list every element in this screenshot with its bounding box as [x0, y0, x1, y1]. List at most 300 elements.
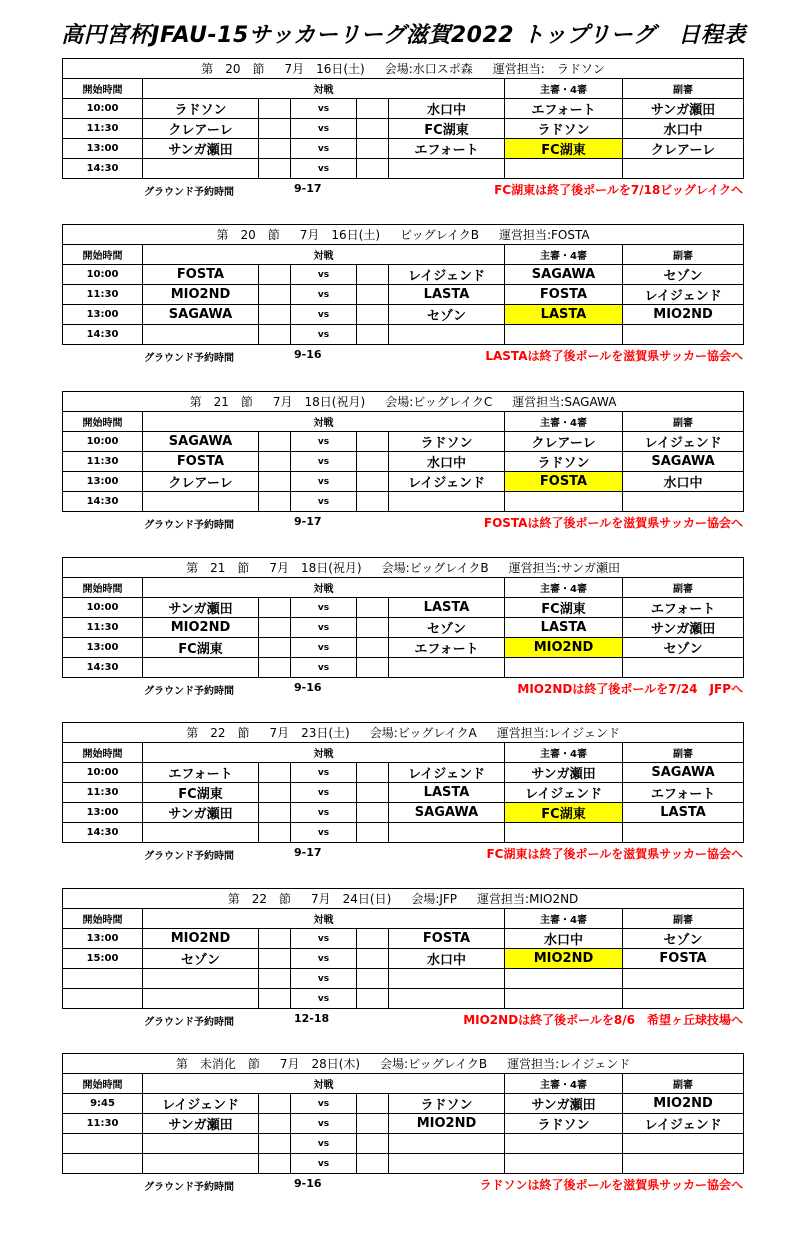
match-row — [63, 1134, 744, 1154]
main-referee: レイジェンド — [505, 783, 623, 803]
match-row — [63, 99, 744, 119]
vs-label: vs — [291, 472, 357, 492]
match-row — [63, 1154, 744, 1174]
kickoff-time: 10:00 — [63, 265, 143, 285]
sub-referee: SAGAWA — [623, 452, 744, 472]
vs-label: vs — [291, 929, 357, 949]
sub-referee: SAGAWA — [623, 763, 744, 783]
matchday-block — [62, 1053, 743, 1194]
match-row — [63, 139, 744, 159]
sub-referee: 水口中 — [623, 119, 744, 139]
home-score — [259, 763, 291, 783]
ground-label: グラウンド予約時間 — [144, 353, 234, 364]
home-team: サンガ瀬田 — [143, 598, 259, 618]
home-team — [143, 325, 259, 345]
kickoff-time: 11:30 — [63, 1114, 143, 1134]
away-score — [357, 989, 389, 1009]
home-team — [143, 989, 259, 1009]
away-team — [389, 969, 505, 989]
sub-referee: レイジェンド — [623, 1114, 744, 1134]
main-referee: ラドソン — [505, 1114, 623, 1134]
match-row — [63, 638, 744, 658]
home-score — [259, 492, 291, 512]
vs-label: vs — [291, 119, 357, 139]
vs-label: vs — [291, 598, 357, 618]
match-row — [63, 823, 744, 843]
header-field: 7月 18日(祝月) — [272, 395, 366, 409]
match-row — [63, 658, 744, 678]
away-score — [357, 823, 389, 843]
kickoff-time: 14:30 — [63, 823, 143, 843]
vs-label: vs — [291, 1114, 357, 1134]
start-time-header: 開始時間 — [63, 245, 143, 265]
away-score — [357, 492, 389, 512]
kickoff-time: 10:00 — [63, 763, 143, 783]
away-team: 水口中 — [389, 99, 505, 119]
home-team: FOSTA — [143, 452, 259, 472]
away-score — [357, 472, 389, 492]
vs-label: vs — [291, 823, 357, 843]
vs-label: vs — [291, 305, 357, 325]
page-title: 高円宮杯JFAU-15サッカーリーグ滋賀2022 トップリーグ 日程表 — [61, 23, 746, 48]
match-header: 対戦 — [143, 79, 505, 99]
home-score — [259, 472, 291, 492]
away-team: ラドソン — [389, 1094, 505, 1114]
matchday-header — [63, 392, 744, 412]
away-team: セゾン — [389, 305, 505, 325]
kickoff-time: 11:30 — [63, 618, 143, 638]
sub-referee — [623, 989, 744, 1009]
match-row — [63, 159, 744, 179]
away-team: SAGAWA — [389, 803, 505, 823]
ground-time: 9-16 — [294, 348, 322, 361]
ground-footer — [62, 1174, 743, 1194]
home-team — [143, 969, 259, 989]
home-team — [143, 658, 259, 678]
header-field: 運営担当:MIO2ND — [477, 892, 579, 906]
home-team: FOSTA — [143, 265, 259, 285]
home-team: サンガ瀬田 — [143, 1114, 259, 1134]
away-team — [389, 823, 505, 843]
away-team — [389, 1134, 505, 1154]
away-team: LASTA — [389, 598, 505, 618]
matchday-block — [62, 58, 743, 199]
kickoff-time: 11:30 — [63, 783, 143, 803]
sub-referee: レイジェンド — [623, 432, 744, 452]
main-referee: エフォート — [505, 99, 623, 119]
sub-referee-header: 副審 — [623, 578, 744, 598]
ground-footer — [62, 1009, 743, 1029]
main-referee-header: 主審・4審 — [505, 245, 623, 265]
sub-referee: セゾン — [623, 929, 744, 949]
column-header-row — [63, 245, 744, 265]
ground-footer — [62, 179, 743, 199]
main-referee: MIO2ND — [505, 638, 623, 658]
pole-note: FC湖東は終了後ポールを滋賀県サッカー協会へ — [486, 847, 743, 861]
main-referee: MIO2ND — [505, 949, 623, 969]
match-row — [63, 432, 744, 452]
home-score — [259, 949, 291, 969]
home-score — [259, 305, 291, 325]
home-team — [143, 1134, 259, 1154]
schedule-table — [62, 58, 744, 179]
sub-referee-header: 副審 — [623, 412, 744, 432]
kickoff-time: 13:00 — [63, 305, 143, 325]
main-referee: FC湖東 — [505, 598, 623, 618]
away-score — [357, 803, 389, 823]
home-team: クレアーレ — [143, 472, 259, 492]
away-team: レイジェンド — [389, 265, 505, 285]
schedule-table — [62, 722, 744, 843]
pole-note: FOSTAは終了後ポールを滋賀県サッカー協会へ — [483, 516, 743, 530]
away-team: レイジェンド — [389, 472, 505, 492]
matchday-block — [62, 391, 743, 532]
kickoff-time: 15:00 — [63, 949, 143, 969]
matchday-header-row — [63, 392, 744, 412]
main-referee — [505, 658, 623, 678]
ground-time: 9-17 — [294, 182, 322, 195]
header-field: 運営担当:SAGAWA — [512, 395, 617, 409]
match-header: 対戦 — [143, 412, 505, 432]
header-field: 第 20 節 — [216, 228, 280, 242]
away-team — [389, 159, 505, 179]
away-team: 水口中 — [389, 949, 505, 969]
away-team — [389, 492, 505, 512]
ground-footer — [62, 843, 743, 863]
header-field: 7月 28日(木) — [279, 1057, 361, 1071]
home-team: SAGAWA — [143, 305, 259, 325]
kickoff-time: 13:00 — [63, 472, 143, 492]
sub-referee: MIO2ND — [623, 305, 744, 325]
matchday-block — [62, 722, 743, 863]
sub-referee-header: 副審 — [623, 245, 744, 265]
home-score — [259, 1094, 291, 1114]
home-score — [259, 618, 291, 638]
away-score — [357, 119, 389, 139]
home-score — [259, 285, 291, 305]
sub-referee: セゾン — [623, 265, 744, 285]
match-row — [63, 472, 744, 492]
away-score — [357, 969, 389, 989]
away-score — [357, 1134, 389, 1154]
header-field: 運営担当:レイジェンド — [496, 726, 620, 740]
away-score — [357, 658, 389, 678]
away-score — [357, 452, 389, 472]
main-referee — [505, 1154, 623, 1174]
column-header-row — [63, 1074, 744, 1094]
home-score — [259, 803, 291, 823]
matchday-block — [62, 557, 743, 698]
home-score — [259, 638, 291, 658]
match-row — [63, 325, 744, 345]
main-referee: FC湖東 — [505, 139, 623, 159]
match-row — [63, 598, 744, 618]
main-referee-header: 主審・4審 — [505, 743, 623, 763]
away-score — [357, 598, 389, 618]
ground-time: 9-16 — [294, 681, 322, 694]
sub-referee: サンガ瀬田 — [623, 618, 744, 638]
kickoff-time: 13:00 — [63, 929, 143, 949]
header-field: 第 22 節 — [186, 726, 250, 740]
vs-label: vs — [291, 618, 357, 638]
header-field: 第 21 節 — [186, 561, 250, 575]
matchday-header — [63, 1054, 744, 1074]
matchday-header-row — [63, 889, 744, 909]
main-referee-header: 主審・4審 — [505, 578, 623, 598]
match-row — [63, 763, 744, 783]
kickoff-time: 13:00 — [63, 139, 143, 159]
vs-label: vs — [291, 452, 357, 472]
home-team — [143, 159, 259, 179]
kickoff-time: 14:30 — [63, 325, 143, 345]
header-field: 7月 16日(土) — [299, 228, 381, 242]
home-team: ラドソン — [143, 99, 259, 119]
schedule-table — [62, 391, 744, 512]
vs-label: vs — [291, 658, 357, 678]
home-team — [143, 823, 259, 843]
vs-label: vs — [291, 783, 357, 803]
vs-label: vs — [291, 139, 357, 159]
kickoff-time: 14:30 — [63, 159, 143, 179]
header-field: 第 未消化 節 — [175, 1057, 260, 1071]
away-score — [357, 929, 389, 949]
away-score — [357, 783, 389, 803]
header-field: 会場:JFP — [411, 892, 458, 906]
main-referee: FOSTA — [505, 285, 623, 305]
away-score — [357, 763, 389, 783]
home-score — [259, 969, 291, 989]
kickoff-time — [63, 969, 143, 989]
vs-label: vs — [291, 1134, 357, 1154]
away-score — [357, 432, 389, 452]
header-field: 第 22 節 — [227, 892, 292, 906]
column-header-row — [63, 743, 744, 763]
main-referee-header: 主審・4審 — [505, 412, 623, 432]
sub-referee — [623, 492, 744, 512]
away-score — [357, 159, 389, 179]
home-team: セゾン — [143, 949, 259, 969]
home-team: クレアーレ — [143, 119, 259, 139]
match-header: 対戦 — [143, 909, 505, 929]
away-score — [357, 1154, 389, 1174]
header-field: 7月 16日(土) — [284, 62, 365, 76]
pole-note: ラドソンは終了後ポールを滋賀県サッカー協会へ — [479, 1178, 743, 1192]
main-referee-header: 主審・4審 — [505, 909, 623, 929]
matchday-header — [63, 889, 744, 909]
sub-referee — [623, 658, 744, 678]
home-score — [259, 99, 291, 119]
main-referee — [505, 492, 623, 512]
schedule-table — [62, 1053, 744, 1174]
vs-label: vs — [291, 1154, 357, 1174]
match-header: 対戦 — [143, 245, 505, 265]
sub-referee: MIO2ND — [623, 1094, 744, 1114]
main-referee — [505, 823, 623, 843]
match-row — [63, 119, 744, 139]
sub-referee — [623, 159, 744, 179]
home-score — [259, 139, 291, 159]
match-row — [63, 265, 744, 285]
sub-referee — [623, 969, 744, 989]
ground-time: 9-16 — [294, 1177, 322, 1190]
sub-referee: LASTA — [623, 803, 744, 823]
kickoff-time: 10:00 — [63, 432, 143, 452]
ground-footer — [62, 345, 743, 365]
match-row — [63, 285, 744, 305]
header-field: 運営担当:サンガ瀬田 — [508, 561, 621, 575]
main-referee: ラドソン — [505, 119, 623, 139]
main-referee — [505, 1134, 623, 1154]
main-referee: サンガ瀬田 — [505, 1094, 623, 1114]
ground-label: グラウンド予約時間 — [144, 1182, 234, 1193]
header-field: 7月 24日(日) — [311, 892, 392, 906]
match-header: 対戦 — [143, 1074, 505, 1094]
vs-label: vs — [291, 159, 357, 179]
ground-label: グラウンド予約時間 — [144, 686, 234, 697]
home-team: SAGAWA — [143, 432, 259, 452]
match-row — [63, 492, 744, 512]
header-field: ビッグレイクB — [400, 228, 479, 242]
header-field: 運営担当:レイジェンド — [507, 1057, 631, 1071]
header-field: 第 20 節 — [201, 62, 265, 76]
away-score — [357, 1094, 389, 1114]
header-field: 会場:水口スポ森 — [384, 62, 473, 76]
vs-label: vs — [291, 1094, 357, 1114]
vs-label: vs — [291, 432, 357, 452]
ground-label: グラウンド予約時間 — [144, 1017, 234, 1028]
kickoff-time: 10:00 — [63, 99, 143, 119]
home-team: FC湖東 — [143, 783, 259, 803]
away-team: エフォート — [389, 638, 505, 658]
start-time-header: 開始時間 — [63, 1074, 143, 1094]
match-row — [63, 618, 744, 638]
match-row — [63, 783, 744, 803]
kickoff-time: 9:45 — [63, 1094, 143, 1114]
match-row — [63, 969, 744, 989]
main-referee: 水口中 — [505, 929, 623, 949]
home-score — [259, 432, 291, 452]
home-score — [259, 452, 291, 472]
header-field: 7月 23日(土) — [269, 726, 350, 740]
column-header-row — [63, 578, 744, 598]
vs-label: vs — [291, 99, 357, 119]
ground-label: グラウンド予約時間 — [144, 851, 234, 862]
home-team: MIO2ND — [143, 285, 259, 305]
kickoff-time: 11:30 — [63, 285, 143, 305]
sub-referee: 水口中 — [623, 472, 744, 492]
schedule-table — [62, 888, 744, 1009]
kickoff-time: 13:00 — [63, 638, 143, 658]
ground-footer — [62, 678, 743, 698]
header-field: 会場:ビッグレイクA — [369, 726, 477, 740]
header-field: 会場:ビッグレイクB — [381, 561, 489, 575]
home-team: レイジェンド — [143, 1094, 259, 1114]
sub-referee: エフォート — [623, 783, 744, 803]
sub-referee-header: 副審 — [623, 79, 744, 99]
kickoff-time — [63, 989, 143, 1009]
matchday-header — [63, 723, 744, 743]
main-referee: SAGAWA — [505, 265, 623, 285]
sub-referee: サンガ瀬田 — [623, 99, 744, 119]
header-field: 会場:ビッグレイクB — [380, 1057, 488, 1071]
home-team: エフォート — [143, 763, 259, 783]
matchday-header — [63, 225, 744, 245]
header-field: 会場:ビッグレイクC — [385, 395, 493, 409]
matchday-header-row — [63, 225, 744, 245]
away-team: 水口中 — [389, 452, 505, 472]
start-time-header: 開始時間 — [63, 412, 143, 432]
away-team: FOSTA — [389, 929, 505, 949]
home-score — [259, 658, 291, 678]
away-score — [357, 305, 389, 325]
sub-referee — [623, 1134, 744, 1154]
column-header-row — [63, 412, 744, 432]
match-row — [63, 803, 744, 823]
away-team — [389, 325, 505, 345]
home-team: FC湖東 — [143, 638, 259, 658]
match-row — [63, 1114, 744, 1134]
start-time-header: 開始時間 — [63, 578, 143, 598]
header-field: 運営担当:FOSTA — [498, 228, 590, 242]
home-score — [259, 265, 291, 285]
away-score — [357, 139, 389, 159]
matchday-header — [63, 558, 744, 578]
home-team: サンガ瀬田 — [143, 139, 259, 159]
vs-label: vs — [291, 325, 357, 345]
home-score — [259, 783, 291, 803]
match-header: 対戦 — [143, 578, 505, 598]
away-score — [357, 285, 389, 305]
vs-label: vs — [291, 638, 357, 658]
ground-footer — [62, 512, 743, 532]
start-time-header: 開始時間 — [63, 79, 143, 99]
main-referee: LASTA — [505, 618, 623, 638]
ground-time: 12-18 — [294, 1012, 330, 1025]
sub-referee: FOSTA — [623, 949, 744, 969]
away-score — [357, 949, 389, 969]
vs-label: vs — [291, 949, 357, 969]
away-team: ラドソン — [389, 432, 505, 452]
matchday-header-row — [63, 723, 744, 743]
kickoff-time — [63, 1154, 143, 1174]
main-referee — [505, 989, 623, 1009]
away-team: MIO2ND — [389, 1114, 505, 1134]
vs-label: vs — [291, 265, 357, 285]
vs-label: vs — [291, 492, 357, 512]
matchday-header-row — [63, 1054, 744, 1074]
match-row — [63, 929, 744, 949]
vs-label: vs — [291, 989, 357, 1009]
matchday-header — [63, 59, 744, 79]
sub-referee — [623, 823, 744, 843]
sub-referee: クレアーレ — [623, 139, 744, 159]
ground-time: 9-17 — [294, 515, 322, 528]
main-referee-header: 主審・4審 — [505, 79, 623, 99]
match-row — [63, 452, 744, 472]
home-score — [259, 159, 291, 179]
vs-label: vs — [291, 285, 357, 305]
home-score — [259, 325, 291, 345]
kickoff-time: 14:30 — [63, 492, 143, 512]
home-score — [259, 989, 291, 1009]
home-score — [259, 1154, 291, 1174]
column-header-row — [63, 909, 744, 929]
header-field: 運営担当: ラドソン — [492, 62, 605, 76]
vs-label: vs — [291, 803, 357, 823]
column-header-row — [63, 79, 744, 99]
main-referee — [505, 325, 623, 345]
home-team: サンガ瀬田 — [143, 803, 259, 823]
